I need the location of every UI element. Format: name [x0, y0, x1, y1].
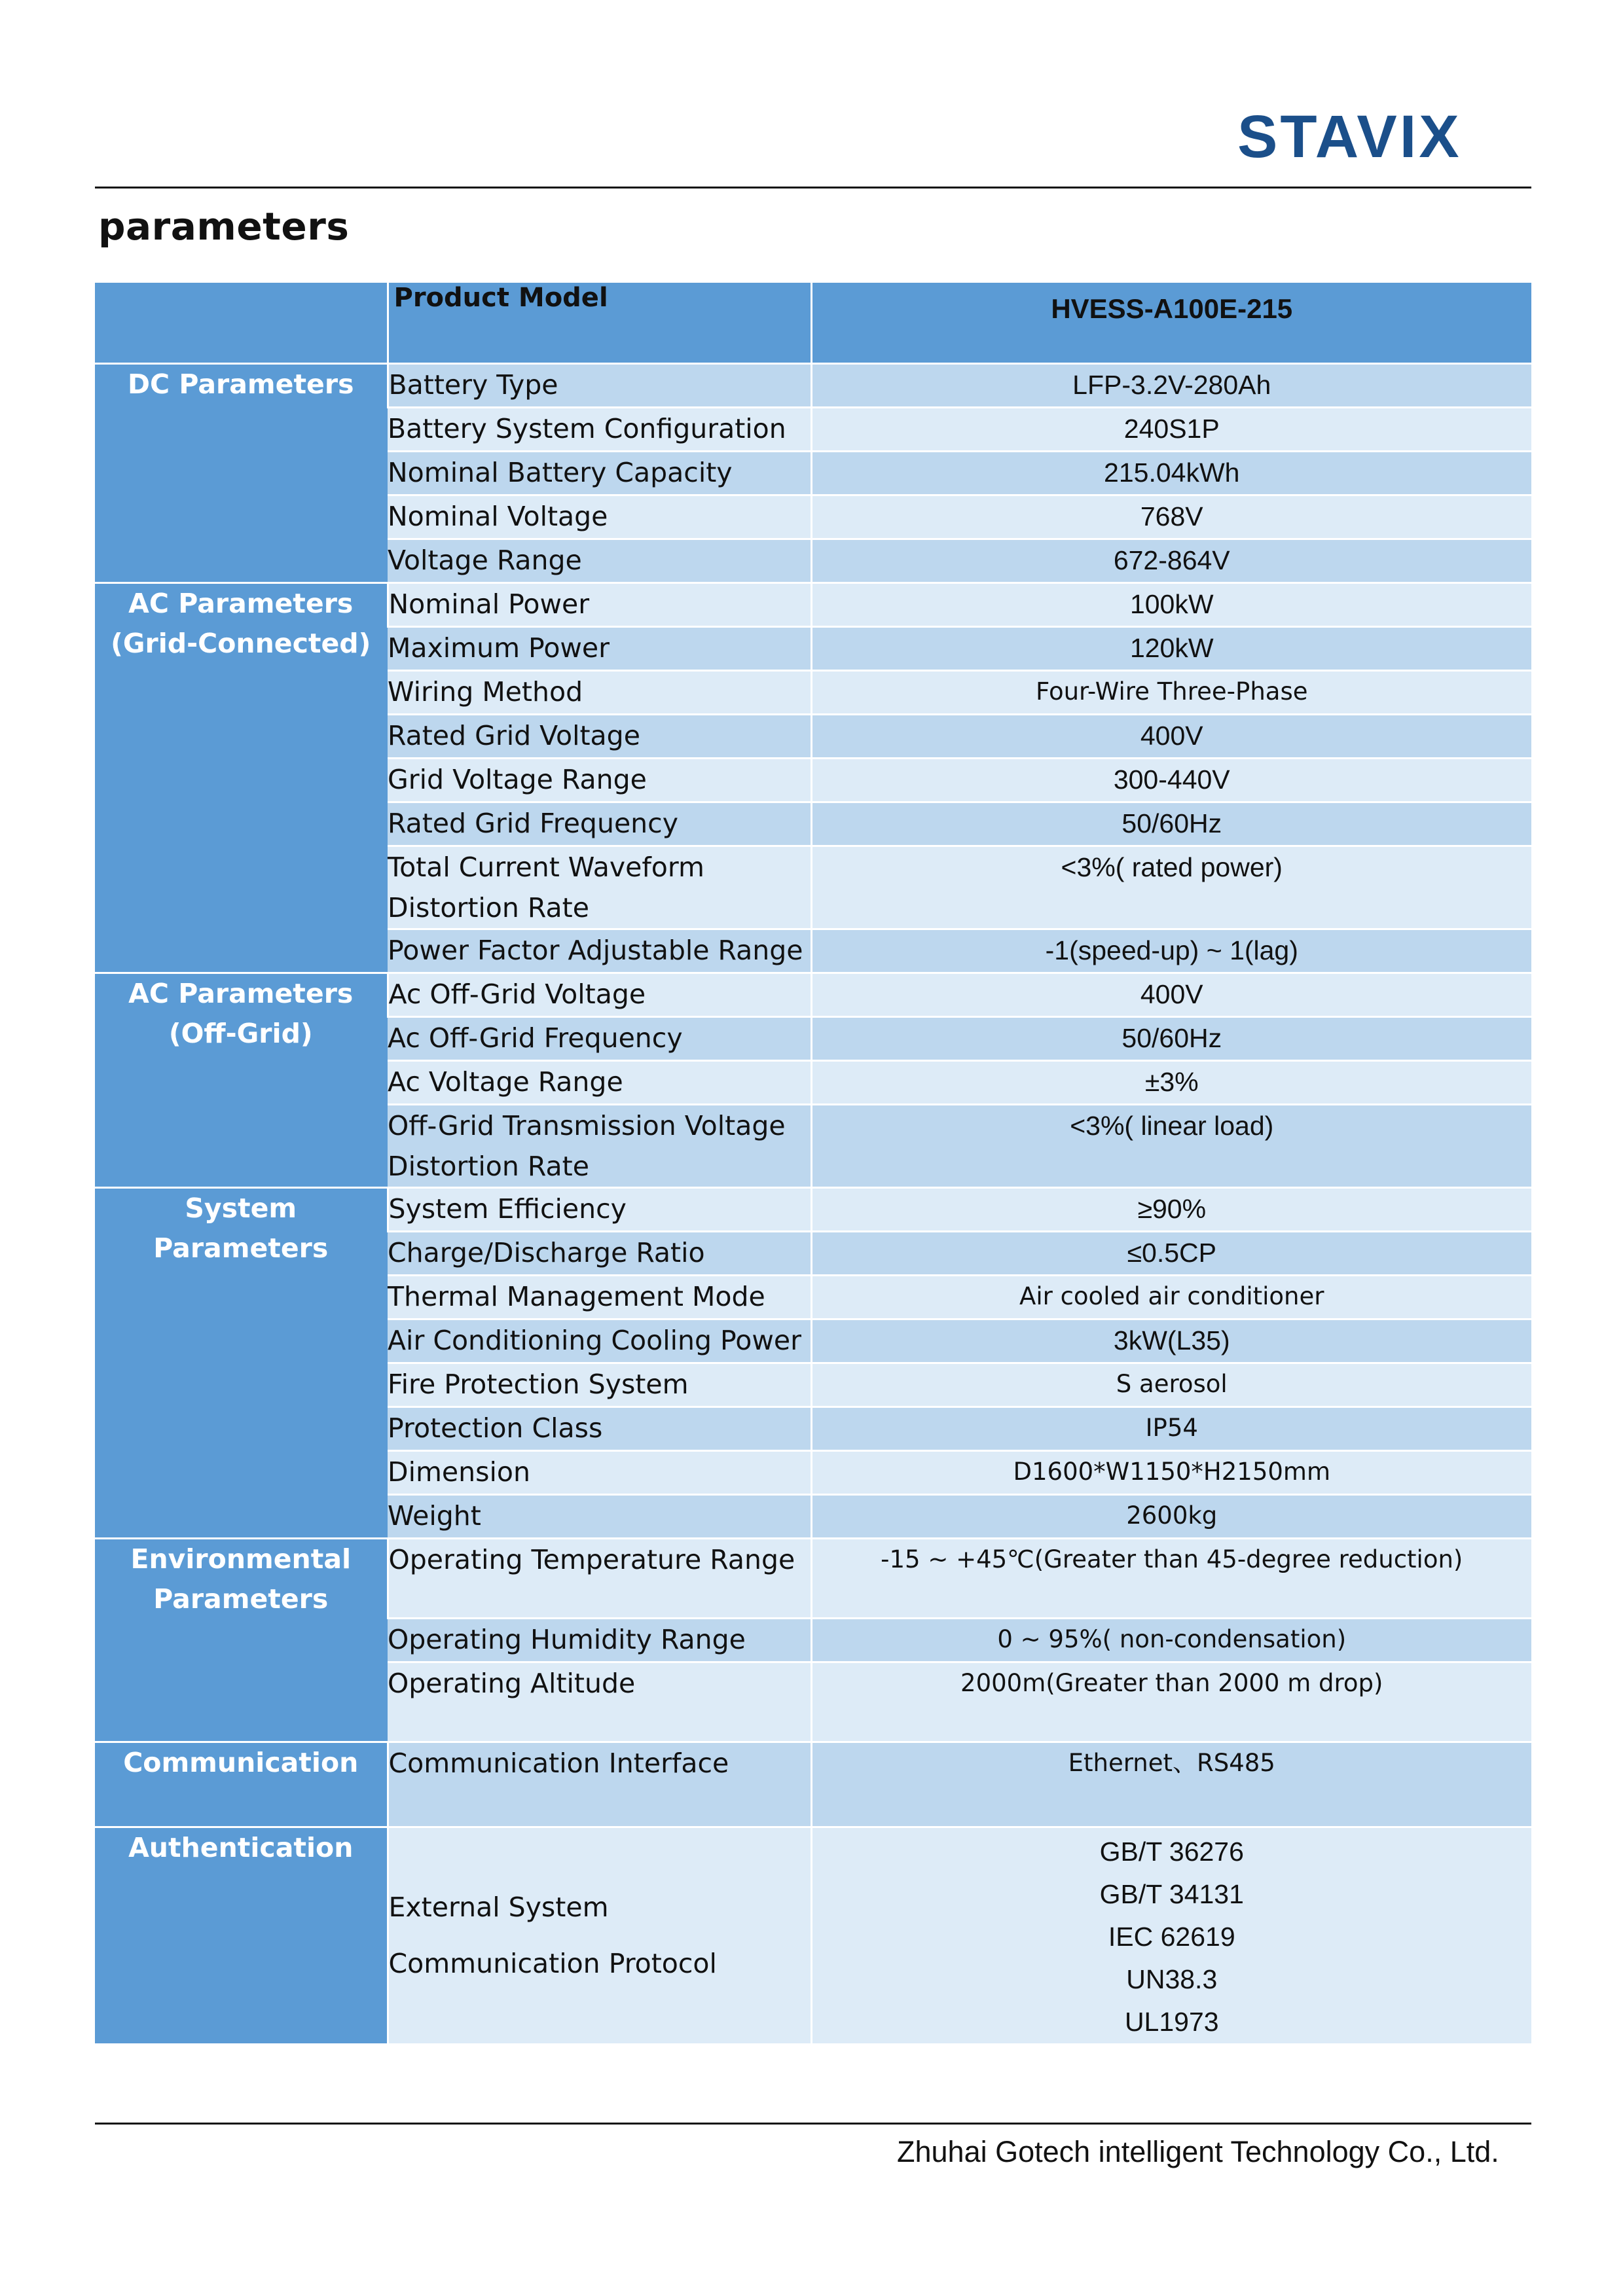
parameter-label: Nominal Power [388, 583, 811, 626]
category-cell: AC Parameters (Grid-Connected) [95, 583, 388, 973]
table-row [95, 1187, 1531, 1231]
parameter-value: -1(speed-up) ~ 1(lag) [811, 929, 1531, 973]
table-row [95, 1538, 1531, 1618]
category-cell: Environmental Parameters [95, 1538, 388, 1742]
parameter-value: 240S1P [811, 407, 1531, 451]
parameter-value: Air cooled air conditioner [811, 1275, 1531, 1319]
parameter-label: System Efficiency [388, 1187, 811, 1231]
table-row [95, 1742, 1531, 1827]
parameter-label: Ac Off-Grid Frequency [388, 1016, 811, 1060]
table-row [95, 363, 1531, 407]
parameter-value: -15 ~ +45℃(Greater than 45-degree reduction) [811, 1538, 1531, 1618]
parameter-value: 768V [811, 495, 1531, 539]
footer-rule [95, 2123, 1531, 2125]
parameter-label: Off-Grid Transmission Voltage Distortion Rate [388, 1104, 811, 1187]
parameter-value: 300-440V [811, 758, 1531, 802]
parameter-value: 2600kg [811, 1494, 1531, 1538]
parameter-label: Operating Temperature Range [388, 1538, 811, 1618]
parameter-label: Maximum Power [388, 626, 811, 670]
parameter-label: Battery Type [388, 363, 811, 407]
svg-text:STAVIX: STAVIX [1237, 103, 1462, 170]
certification-item: GB/T 36276 [1099, 1836, 1244, 1867]
parameters-table [95, 283, 1531, 2045]
parameter-value: 50/60Hz [811, 1016, 1531, 1060]
parameter-value: 400V [811, 973, 1531, 1016]
parameter-label: Total Current Waveform Distortion Rate [388, 846, 811, 929]
parameter-label: Weight [388, 1494, 811, 1538]
parameter-label: Thermal Management Mode [388, 1275, 811, 1319]
header-rule [95, 187, 1531, 188]
parameter-value: ±3% [811, 1060, 1531, 1104]
parameter-label: Charge/Discharge Ratio [388, 1231, 811, 1275]
table-row [95, 583, 1531, 626]
footer-company: Zhuhai Gotech intelligent Technology Co., Ltd. [897, 2135, 1499, 2168]
parameter-label: Power Factor Adjustable Range [388, 929, 811, 973]
parameter-value: ≥90% [811, 1187, 1531, 1231]
parameter-value: S aerosol [811, 1363, 1531, 1407]
parameter-label: Wiring Method [388, 670, 811, 714]
parameter-value: 400V [811, 714, 1531, 758]
parameter-label: Dimension [388, 1450, 811, 1494]
parameter-value: ≤0.5CP [811, 1231, 1531, 1275]
certification-item: GB/T 34131 [1099, 1878, 1244, 1909]
product-model-value: HVESS-A100E-215 [811, 283, 1531, 363]
category-cell: System Parameters [95, 1187, 388, 1538]
header-blank-cell [95, 283, 388, 363]
parameter-value: 50/60Hz [811, 802, 1531, 846]
parameter-label: Nominal Voltage [388, 495, 811, 539]
parameter-value: 2000m(Greater than 2000 m drop) [811, 1662, 1531, 1742]
parameter-label: External System Communication Protocol [388, 1827, 811, 2044]
stavix-logo [1237, 92, 1525, 177]
parameter-label: Operating Humidity Range [388, 1618, 811, 1662]
category-cell: Authentication [95, 1827, 388, 2044]
certification-item: UN38.3 [1126, 1964, 1218, 1994]
table-row [95, 1827, 1531, 2044]
parameter-label: Operating Altitude [388, 1662, 811, 1742]
parameter-label: Fire Protection System [388, 1363, 811, 1407]
parameter-value: Ethernet、RS485 [811, 1742, 1531, 1827]
page-title: parameters [98, 204, 350, 249]
category-cell: AC Parameters (Off-Grid) [95, 973, 388, 1187]
parameter-value: 0 ~ 95%( non-condensation) [811, 1618, 1531, 1662]
parameter-label: Protection Class [388, 1407, 811, 1450]
parameter-value: 3kW(L35) [811, 1319, 1531, 1363]
parameter-label: Rated Grid Frequency [388, 802, 811, 846]
parameter-label: Communication Interface [388, 1742, 811, 1827]
parameter-value: 100kW [811, 583, 1531, 626]
parameter-value: 215.04kWh [811, 451, 1531, 495]
parameter-value: 672-864V [811, 539, 1531, 583]
parameter-label: Battery System Configuration [388, 407, 811, 451]
parameter-value: <3%( rated power) [811, 846, 1531, 929]
parameter-label: Voltage Range [388, 539, 811, 583]
category-cell: DC Parameters [95, 363, 388, 583]
table-header-row [95, 283, 1531, 363]
parameter-label: Nominal Battery Capacity [388, 451, 811, 495]
parameter-value: LFP-3.2V-280Ah [811, 363, 1531, 407]
parameter-label: Rated Grid Voltage [388, 714, 811, 758]
parameter-label: Air Conditioning Cooling Power [388, 1319, 811, 1363]
certification-item: IEC 62619 [1108, 1921, 1235, 1952]
parameter-label: Ac Voltage Range [388, 1060, 811, 1104]
parameter-value: IP54 [811, 1407, 1531, 1450]
category-cell: Communication [95, 1742, 388, 1827]
parameter-value: D1600*W1150*H2150mm [811, 1450, 1531, 1494]
parameter-label: Ac Off-Grid Voltage [388, 973, 811, 1016]
parameter-label: Grid Voltage Range [388, 758, 811, 802]
parameter-value: Four-Wire Three-Phase [811, 670, 1531, 714]
certification-item: UL1973 [1124, 2006, 1219, 2037]
product-model-label: Product Model [388, 283, 811, 363]
parameter-value: 120kW [811, 626, 1531, 670]
parameter-value: <3%( linear load) [811, 1104, 1531, 1187]
table-row [95, 973, 1531, 1016]
parameter-value [811, 1827, 1531, 2044]
